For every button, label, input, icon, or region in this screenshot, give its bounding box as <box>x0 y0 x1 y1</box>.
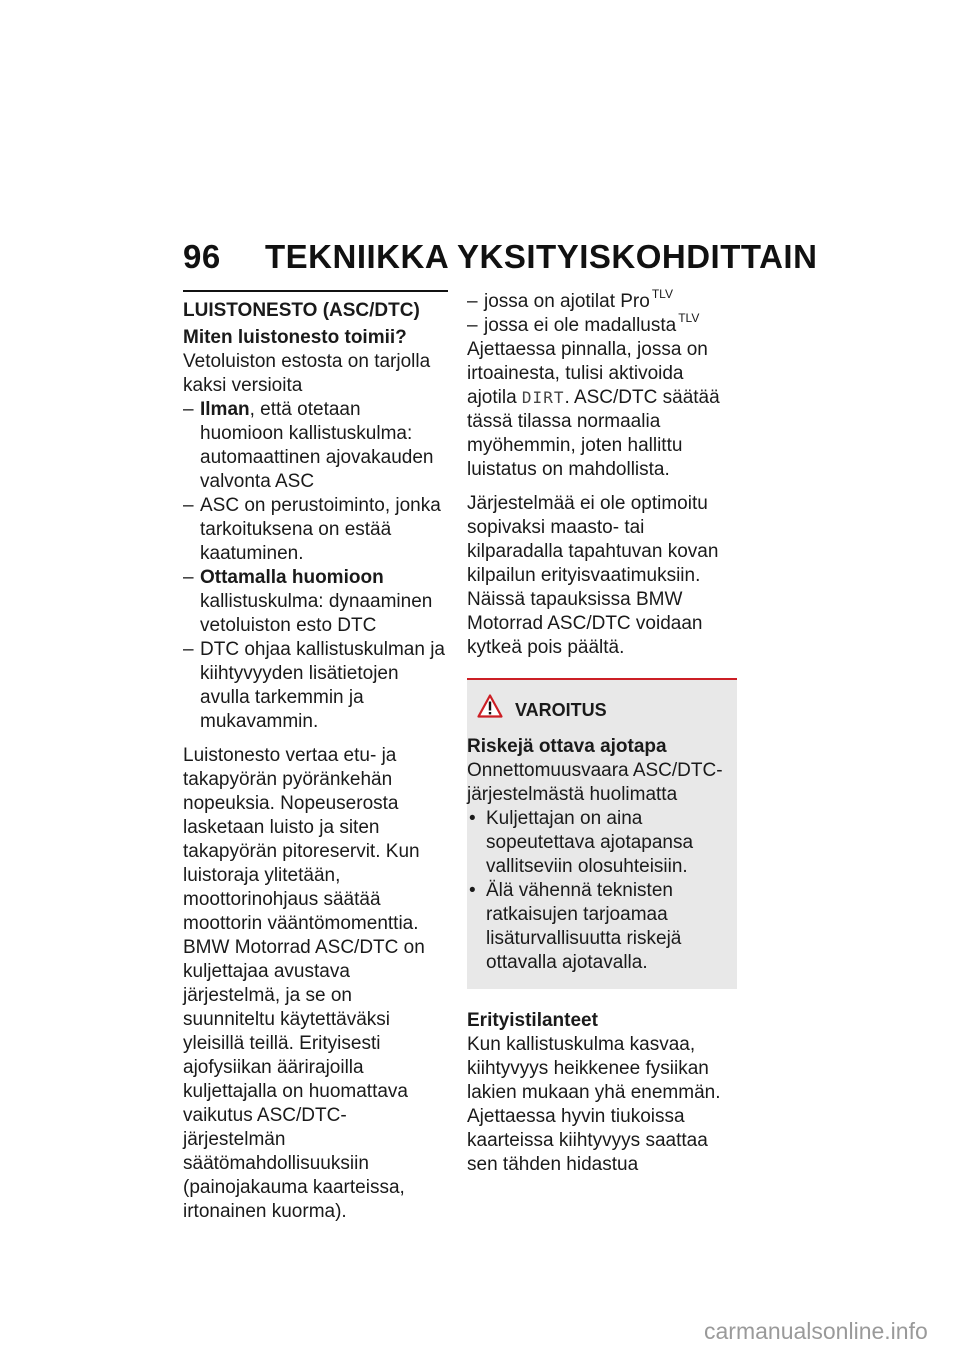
list-item-text: ASC on perustoiminto, jonka tarkoituksena on estää kaatuminen. <box>200 495 441 564</box>
list-item-text: kallistuskulma: dynaaminen vetoluiston esto DTC <box>200 591 433 636</box>
paragraph-dirt <box>467 338 737 482</box>
paragraph-system: BMW Motorrad ASC/DTC on kuljettajaa avustava järjestelmä, ja se on suunniteltu käytettäväksi yleisillä teillä. Erityisesti ajofysiikan äärirajoilla kuljettajalla on huomattava vaikutus ASC/DTC-järjestelmän säätömahdollisuuksiin (painojakauma kaarteissa, irtonainen kuorma). <box>183 937 425 1222</box>
condition-pro-text: jossa on ajotilat Pro <box>484 291 650 312</box>
left-column <box>183 290 448 1224</box>
ride-mode-dirt: DIRT <box>521 388 565 407</box>
dirt-text-after: . ASC/DTC säätää tässä tilassa normaalia myöhemmin, joten hallittu luistatus on mahdollista. <box>467 387 720 480</box>
list-item <box>183 494 448 566</box>
list-item-bold: Ottamalla huomioon <box>200 567 384 588</box>
warning-box <box>467 678 737 989</box>
section-title: LUISTONESTO (ASC/DTC) <box>183 300 420 321</box>
page-header <box>183 238 818 276</box>
list-item-text: , että otetaan huomioon kallistuskulma: automaattinen ajovakauden valvonta ASC <box>200 399 434 492</box>
subheading-how-it-works: Miten luistonesto toimii? <box>183 327 407 348</box>
dirt-text-before: Ajettaessa pinnalla, jossa on irtoainesta, tulisi aktivoida ajotila <box>467 339 708 408</box>
paragraph-special: Kun kallistuskulma kasvaa, kiihtyvyys heikkenee fysiikan lakien mukaan yhä enemmän. Ajettaessa hyvin tiukoissa kaarteissa kiihtyvyys saattaa sen tähden hidastua <box>467 1034 721 1175</box>
paragraph-slip: Luistonesto vertaa etu- ja takapyörän pyöränkehän nopeuksia. Nopeuserosta lasketaan luisto ja siten takapyörän pitoreservit. Kun luistoraja ylitetään, moottorinohjaus säätää moottorin vääntömomenttia. <box>183 745 420 934</box>
right-column <box>467 286 737 1177</box>
warning-text: Onnettomuusvaara ASC/DTC-järjestelmästä huolimatta <box>467 760 723 805</box>
warning-title: VAROITUS <box>515 699 607 720</box>
intro-text: Vetoluiston estosta on tarjolla kaksi versioita <box>183 351 431 396</box>
condition-lowering-text: jossa ei ole madallusta <box>484 315 677 336</box>
tlv-mark: TLV <box>651 286 673 301</box>
section-rule <box>183 290 448 292</box>
list-item-bold: Ilman <box>200 399 250 420</box>
warning-list <box>467 807 727 975</box>
chapter-title: TEKNIIKKA YKSITYISKOHDITTAIN <box>265 238 818 275</box>
watermark: carmanualsonline.info <box>704 1318 928 1344</box>
versions-list <box>183 398 448 734</box>
list-item: • Älä vähennä teknisten ratkaisujen tarjoamaa lisäturvallisuutta riskejä ottavalla ajotavalla. <box>467 879 727 975</box>
list-item <box>183 566 448 638</box>
subheading-special: Erityistilanteet <box>467 1010 598 1031</box>
page-number: 96 <box>183 238 221 275</box>
warning-body <box>467 735 727 975</box>
warning-triangle-icon <box>477 694 503 725</box>
tlv-mark: TLV <box>678 310 700 325</box>
warning-header <box>467 694 727 725</box>
list-item-text: DTC ohjaa kallistuskulman ja kiihtyvyyden lisätietojen avulla tarkemmin ja mukavammin. <box>200 639 445 732</box>
condition-lowering <box>467 310 737 338</box>
list-item <box>183 398 448 494</box>
paragraph-offroad: Järjestelmää ei ole optimoitu sopivaksi maasto- tai kilparadalla tapahtuvan kovan kilpailun erityisvaatimuksiin. Näissä tapauksissa BMW Motorrad ASC/DTC voidaan kytkeä pois päältä. <box>467 493 719 658</box>
warning-heading: Riskejä ottava ajotapa <box>467 736 667 757</box>
list-item <box>183 638 448 734</box>
list-item: • Kuljettajan on aina sopeutettava ajotapansa vallitseviin olosuhteisiin. <box>467 807 727 879</box>
